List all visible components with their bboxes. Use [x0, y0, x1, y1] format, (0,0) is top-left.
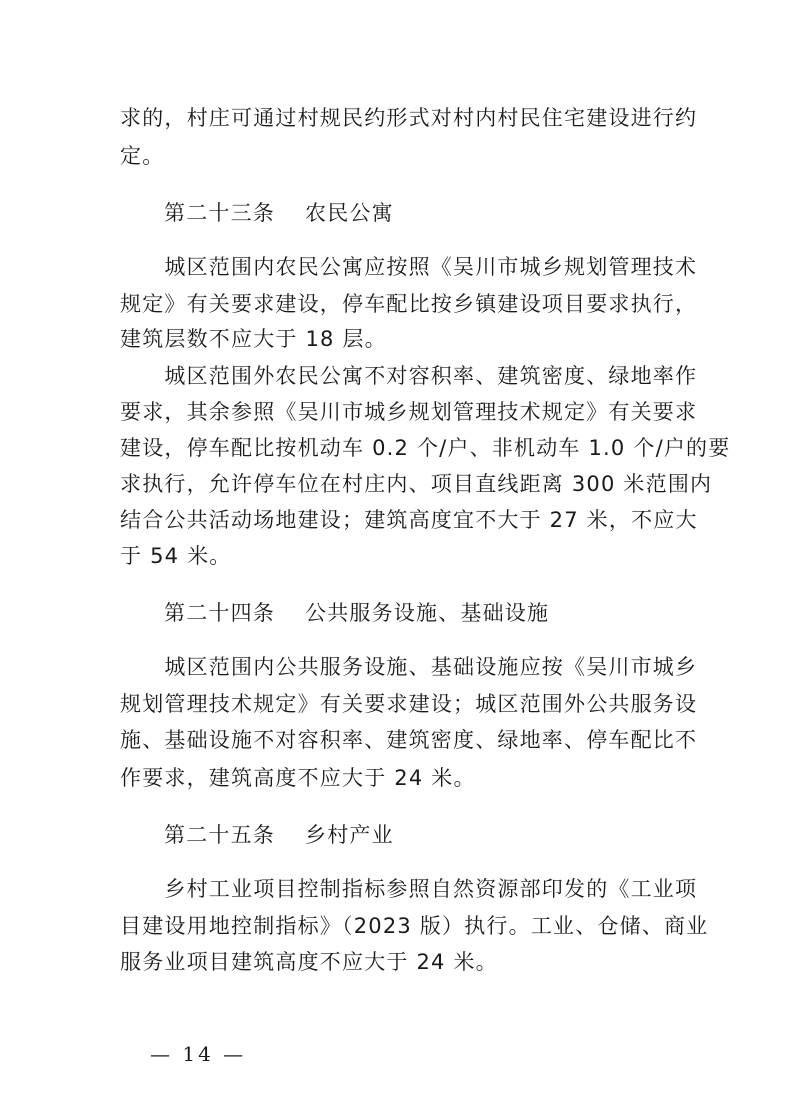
body-text-line: 求的，村庄可通过村规民约形式对村内村民住宅建设进行约 [120, 106, 698, 130]
article-title: 农民公寓 [305, 201, 394, 225]
body-text-line: 建设，停车配比按机动车 0.2 个/户、非机动车 1.0 个/户的要 [120, 436, 731, 460]
body-text-line: 要求，其余参照《吴川市城乡规划管理技术规定》有关要求 [120, 400, 698, 424]
body-text-line: 城区范围内公共服务设施、基础设施应按《吴川市城乡 [120, 655, 698, 679]
article-number: 第二十五条 [164, 823, 275, 847]
body-text-line: 城区范围内农民公寓应按照《吴川市城乡规划管理技术 [120, 255, 698, 279]
body-text-line: 规定》有关要求建设，停车配比按乡镇建设项目要求执行， [120, 292, 698, 316]
body-text-line: 建筑层数不应大于 18 层。 [120, 327, 387, 351]
article-title: 乡村产业 [305, 823, 394, 847]
body-text-line: 作要求，建筑高度不应大于 24 米。 [120, 766, 476, 790]
body-text-line: 施、基础设施不对容积率、建筑密度、绿地率、停车配比不 [120, 728, 698, 752]
body-text-line: 服务业项目建筑高度不应大于 24 米。 [120, 950, 498, 974]
page-number: — 14 — [150, 1042, 247, 1066]
article-number: 第二十三条 [164, 201, 275, 225]
body-text-line: 求执行，允许停车位在村庄内、项目直线距离 300 米范围内 [120, 472, 713, 496]
article-24-heading [164, 598, 549, 628]
body-text-line: 于 54 米。 [120, 544, 232, 568]
article-25-heading [164, 820, 394, 850]
body-text-line: 定。 [120, 144, 165, 168]
article-title: 公共服务设施、基础设施 [305, 601, 550, 625]
body-text-line: 目建设用地控制指标》（2023 版）执行。工业、仓储、商业 [120, 914, 709, 938]
article-number: 第二十四条 [164, 601, 275, 625]
body-text-line: 规划管理技术规定》有关要求建设；城区范围外公共服务设 [120, 692, 698, 716]
article-23-heading [164, 198, 394, 228]
body-text-line: 结合公共活动场地建设；建筑高度宜不大于 27 米，不应大 [120, 508, 698, 532]
body-text-line: 城区范围外农民公寓不对容积率、建筑密度、绿地率作 [120, 364, 698, 388]
body-text-line: 乡村工业项目控制指标参照自然资源部印发的《工业项 [120, 877, 698, 901]
